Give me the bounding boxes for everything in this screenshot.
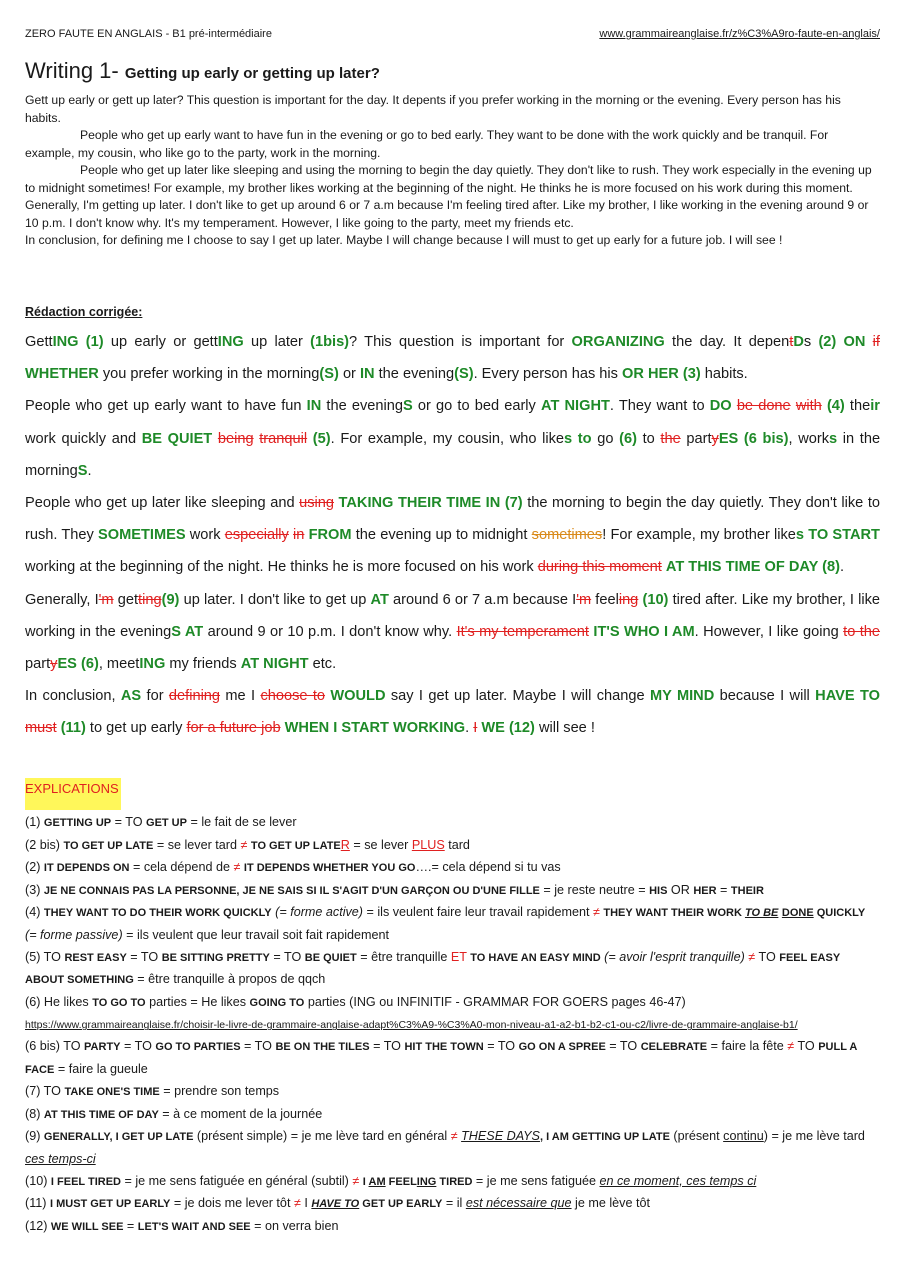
text-segment: PLUS <box>411 837 445 852</box>
original-paragraph: People who get up early want to have fun in the evening or go to bed early. They want to be done with the work quickly and be tranquil. For example, my cousin, who like go to the party, work in the morning. <box>25 128 829 160</box>
text-segment: FEEL EASY ABOUT SOMETHING <box>25 951 840 987</box>
text-segment: = je reste neutre = <box>539 882 650 897</box>
text-segment: THEIR <box>730 884 764 897</box>
text-segment: IT DEPENDS ON <box>43 862 130 875</box>
text-segment: I <box>300 1196 312 1211</box>
correction-insert: ES (6 bis) <box>718 430 789 447</box>
correction-insert: ir <box>870 398 880 415</box>
text-segment: = TO <box>111 815 147 829</box>
text-segment: CELEBRATE <box>640 1040 708 1053</box>
text-segment: , work <box>788 430 830 447</box>
corrected-paragraph <box>25 487 880 584</box>
text-segment: (1) <box>25 815 44 829</box>
text-segment: parties = He likes <box>145 994 250 1009</box>
text-segment: GO TO PARTIES <box>155 1040 241 1053</box>
text-segment: part <box>680 430 712 447</box>
text-segment: = on verra bien <box>250 1218 339 1233</box>
text-segment: parties (ING ou INFINITIF - GRAMMAR FOR GOERS pages 46-47) <box>304 994 686 1009</box>
correction-insert: (S) <box>319 366 339 383</box>
text-segment: OR <box>667 882 694 897</box>
text-segment: HIS <box>649 884 668 897</box>
text-segment: around 9 or 10 p.m. I don't know why. <box>203 623 457 640</box>
explication-item <box>25 880 880 903</box>
explications-list <box>25 812 880 1238</box>
text-segment: I MUST GET UP EARLY <box>49 1198 171 1211</box>
correction-insert: AT NIGHT <box>541 398 610 415</box>
correction-insert: s <box>564 430 573 447</box>
text-segment: . However, I like going <box>694 623 844 640</box>
text-segment: to <box>636 430 661 447</box>
text-segment: to get up early <box>85 720 187 737</box>
text-segment: my friends <box>165 656 241 673</box>
text-segment: ≠ <box>787 1038 795 1053</box>
text-segment: (= forme passive) <box>25 927 123 942</box>
text-segment: . <box>87 462 92 479</box>
correction-insert: s <box>829 430 838 447</box>
text-segment: GENERALLY, I GET UP LATE <box>43 1131 194 1144</box>
corrected-paragraph <box>25 680 880 744</box>
text-segment: TIRED <box>436 1175 473 1188</box>
text-segment: the evening <box>374 366 455 383</box>
explication-item <box>25 902 880 946</box>
text-segment: en ce moment, ces temps ci <box>599 1173 757 1188</box>
text-segment: DONE <box>781 907 814 920</box>
text-segment: = le fait de se lever <box>186 815 297 829</box>
text-segment: ? This question is important for <box>349 334 572 350</box>
correction-deletion: I <box>473 720 478 737</box>
original-text <box>25 92 880 250</box>
correction-insert: (5) <box>312 430 331 447</box>
correction-deletion: choose to <box>260 688 326 705</box>
text-segment: will see ! <box>534 720 595 737</box>
correction-insert: (10) <box>642 591 669 608</box>
explication-item <box>25 947 880 992</box>
text-segment: Generally, I <box>25 591 99 608</box>
text-segment: (6) He likes <box>25 994 93 1009</box>
text-segment: ING <box>416 1175 437 1188</box>
correction-deletion: using <box>299 495 334 512</box>
text-segment: ≠ <box>233 860 241 875</box>
text-segment: = je dois me lever tôt <box>170 1196 294 1211</box>
correction-insert: S <box>402 398 413 415</box>
text-segment: (4) <box>25 905 44 920</box>
text-segment: = TO <box>240 1038 276 1053</box>
text-segment: . For example, my cousin, who like <box>330 430 565 447</box>
correction-deletion: t <box>789 334 794 350</box>
text-segment: = TO <box>605 1038 641 1053</box>
text-segment: feel <box>591 591 619 608</box>
text-segment: People who get up early want to have fun <box>25 398 307 415</box>
corrected-text <box>25 326 880 745</box>
correction-insert: (9) <box>161 591 180 608</box>
text-segment: = TO <box>483 1038 519 1053</box>
correction-insert: ING <box>217 334 244 350</box>
correction-insert: ING (1) <box>52 334 104 350</box>
text-segment: = se lever <box>349 837 412 852</box>
header-course-title: ZERO FAUTE EN ANGLAIS - B1 pré-intermédiaire <box>25 28 272 40</box>
correction-deletion: 'm <box>98 591 114 608</box>
text-segment: = être tranquille à propos de qqch <box>133 972 326 987</box>
text-segment: up early or gett <box>103 334 218 350</box>
title-main: Writing 1- <box>25 58 125 83</box>
text-segment: the evening <box>321 398 403 415</box>
text-segment: TO <box>794 1038 819 1053</box>
text-segment: = faire la fête <box>707 1038 788 1053</box>
text-segment: People who get up later like sleeping and <box>25 495 300 512</box>
text-segment: = être tranquille <box>356 949 451 964</box>
original-paragraph: People who get up later like sleeping and using the morning to begin the day quietly. They don't like to rush. They work especially in the evening up to midnight sometimes! For example, my brother likes working at the beginning of the night. He thinks he is more focused on his work during this moment. <box>25 163 872 195</box>
text-segment: . Every person has his <box>473 366 623 383</box>
text-segment: or go to bed early <box>412 398 541 415</box>
correction-insert: TAKING THEIR TIME IN (7) <box>338 495 523 512</box>
writing-title <box>25 58 380 84</box>
text-segment: = ils veulent faire leur travail rapidement <box>363 905 593 920</box>
text-segment: BE QUIET <box>304 951 357 964</box>
text-segment: REST EASY <box>64 951 127 964</box>
explication-item <box>25 812 880 835</box>
text-segment: In conclusion, <box>25 688 121 705</box>
text-segment: s <box>803 334 819 350</box>
text-segment: I <box>362 1175 369 1188</box>
text-segment: TO GET UP LATE <box>250 839 341 852</box>
text-segment: up later <box>243 334 311 350</box>
correction-insert: to <box>577 430 592 447</box>
text-segment: work <box>185 527 225 544</box>
original-paragraph: In conclusion, for defining me I choose to say I get up later. Maybe I will change because I will must to get up early for a future job. I will see ! <box>25 233 783 247</box>
correction-insert: WHEN I START WORKING <box>284 720 466 737</box>
text-segment: = se lever tard <box>153 837 241 852</box>
text-segment: = TO <box>269 949 305 964</box>
correction-insert: DO <box>709 398 732 415</box>
explication-item <box>25 992 880 1015</box>
text-segment: (10) <box>25 1173 51 1188</box>
explication-item <box>25 1171 880 1194</box>
text-segment: HER <box>693 884 717 897</box>
text-segment: PULL A FACE <box>25 1040 857 1076</box>
correction-deletion: with <box>795 398 822 415</box>
text-segment: tired after. Like my brother, I like working in the evening <box>25 591 881 640</box>
text-segment: (3) <box>25 882 44 897</box>
text-segment: habits. <box>700 366 748 383</box>
correction-insert: WE (12) <box>481 720 535 737</box>
text-segment: HIT THE TOWN <box>404 1040 484 1053</box>
text-segment: up later. I don't like to get up <box>179 591 371 608</box>
text-segment: TO HAVE AN EASY MIND <box>470 951 601 964</box>
text-segment: the morning to begin the day quietly. They don't like to rush. They <box>25 495 880 544</box>
text-segment: (11) <box>25 1196 50 1211</box>
text-segment: go <box>591 430 620 447</box>
text-segment: (5) TO <box>25 949 65 964</box>
correction-insert: WHETHER <box>25 366 99 383</box>
text-segment: Gett <box>25 334 53 350</box>
text-segment: THESE DAYS <box>461 1129 540 1144</box>
text-segment: , meet <box>98 656 140 673</box>
text-segment: LET'S WAIT AND SEE <box>137 1220 251 1233</box>
text-segment: TO GO TO <box>92 996 146 1009</box>
text-segment: GET UP EARLY <box>359 1198 443 1211</box>
text-segment: GET UP <box>146 817 187 829</box>
text-segment: ≠ <box>450 1129 458 1144</box>
text-segment: = ils veulent que leur travail soit fait rapidement <box>122 927 389 942</box>
correction-deletion: ing <box>618 591 639 608</box>
text-segment: (2) <box>25 860 44 875</box>
explication-item <box>25 1193 880 1216</box>
text-segment: me I <box>220 688 261 705</box>
text-segment: (2 bis) <box>25 837 64 852</box>
text-segment: = je me sens fatiguée <box>472 1173 600 1188</box>
correction-deletion: to the <box>843 623 881 640</box>
text-segment: or <box>338 366 360 383</box>
correction-insert: AS <box>120 688 142 705</box>
text-segment: you prefer working in the morning <box>98 366 320 383</box>
explication-item <box>25 1014 880 1036</box>
correction-deletion: y <box>711 430 719 447</box>
text-segment: ET <box>450 949 467 964</box>
explication-item <box>25 1036 880 1081</box>
text-segment: THEY WANT TO DO THEIR WORK QUICKLY <box>43 907 272 920</box>
text-segment: QUICKLY <box>813 907 866 920</box>
header-url-link[interactable]: www.grammaireanglaise.fr/z%C3%A9ro-faute-en-anglais/ <box>599 28 880 40</box>
correction-deletion: during this moment <box>537 559 662 576</box>
text-segment: = TO <box>369 1038 405 1053</box>
text-segment: AM <box>368 1175 386 1188</box>
correction-insert: WOULD <box>330 688 386 705</box>
correction-insert: SOMETIMES <box>98 527 186 544</box>
correction-insert: IT'S WHO I AM <box>593 623 695 640</box>
explication-item <box>25 1081 880 1104</box>
text-segment: (8) <box>25 1106 44 1121</box>
correction-deletion: sometimes <box>531 527 603 544</box>
correction-insert: AT NIGHT <box>240 656 309 673</box>
text-segment: BE ON THE TILES <box>275 1040 370 1053</box>
correction-deletion: being <box>217 430 254 447</box>
text-segment: (9) <box>25 1129 44 1144</box>
correction-deletion: 'm <box>576 591 592 608</box>
text-segment: (présent <box>669 1129 724 1144</box>
explication-item <box>25 1104 880 1127</box>
text-segment: HAVE TO <box>311 1198 360 1211</box>
correction-insert: ORGANIZING <box>571 334 665 350</box>
text-segment: ….= cela dépend si tu vas <box>415 860 561 875</box>
reference-link[interactable]: https://www.grammaireanglaise.fr/choisir-le-livre-de-grammaire-anglaise-adapt%C3%A9-%C3%A0-mon-niveau-a1-a2-b1-b2-c1-ou-c2/livre-de-grammaire-anglaise-b1/ <box>25 1019 798 1032</box>
text-segment: . <box>465 720 474 737</box>
correction-insert: IN <box>306 398 322 415</box>
correction-insert: AT <box>370 591 389 608</box>
text-segment: get <box>113 591 139 608</box>
explication-item <box>25 835 880 858</box>
text-segment: = <box>123 1218 138 1233</box>
text-segment: the day. It depen <box>664 334 790 350</box>
correction-deletion: be done <box>736 398 791 415</box>
text-segment: THEY WANT THEIR WORK <box>603 907 745 920</box>
correction-insert: S <box>77 462 88 479</box>
text-segment: = cela dépend de <box>129 860 234 875</box>
text-segment: IT DEPENDS WHETHER YOU GO <box>243 862 416 875</box>
text-segment: ) = je me lève tard <box>763 1129 865 1144</box>
text-segment: the <box>844 398 871 415</box>
text-segment: ! For example, my brother like <box>602 527 796 544</box>
correction-deletion: ting <box>138 591 162 608</box>
text-segment: GOING TO <box>249 996 305 1009</box>
text-segment: FEEL <box>385 1175 417 1188</box>
corrected-paragraph <box>25 584 880 681</box>
text-segment: I FEEL TIRED <box>50 1175 121 1188</box>
correction-insert: ES (6) <box>57 656 99 673</box>
explication-item <box>25 857 880 880</box>
text-segment: . <box>839 559 844 576</box>
corrected-paragraph <box>25 390 880 487</box>
correction-insert: ING <box>139 656 166 673</box>
text-segment: ≠ <box>240 837 248 852</box>
text-segment: = je me sens fatiguée en général (subtil) <box>121 1173 353 1188</box>
correction-insert: S AT <box>171 623 204 640</box>
text-segment: R <box>340 837 350 852</box>
text-segment: tard <box>444 837 470 852</box>
correction-deletion: defining <box>168 688 221 705</box>
correction-insert: s TO START <box>795 527 880 544</box>
text-segment: in the morning <box>25 430 881 479</box>
text-segment: etc. <box>308 656 337 673</box>
text-segment: = à ce moment de la journée <box>158 1106 323 1121</box>
correction-insert: HAVE TO <box>815 688 880 705</box>
correction-insert: (6) <box>619 430 637 447</box>
correction-deletion: It's my temperament <box>456 623 589 640</box>
text-segment: around 6 or 7 a.m because I <box>388 591 577 608</box>
correction-deletion: in <box>293 527 305 544</box>
correction-deletion: if <box>872 334 880 350</box>
correction-insert: BE QUIET <box>141 430 213 447</box>
text-segment: the evening up to midnight <box>351 527 532 544</box>
original-paragraph: Generally, I'm getting up later. I don't like to get up around 6 or 7 a.m because I'm feeling tired after. Like my brother, I like working in the evening around 9 or 10 p.m. I don't know why. It's my temperament. However, I like going to the party, meet my friends etc. <box>25 198 869 230</box>
correction-insert: AT THIS TIME OF DAY (8) <box>665 559 840 576</box>
correction-insert: MY MIND <box>649 688 715 705</box>
text-segment: ≠ <box>352 1173 360 1188</box>
text-segment: TAKE ONE'S TIME <box>64 1086 160 1099</box>
text-segment: TO <box>755 949 780 964</box>
text-segment: WE WILL SEE <box>50 1220 124 1233</box>
correction-insert: (1bis) <box>310 334 350 350</box>
correction-deletion: must <box>25 720 57 737</box>
text-segment: for <box>141 688 169 705</box>
title-subject: Getting up early or getting up later? <box>124 65 380 82</box>
text-segment: GETTING UP <box>43 817 112 829</box>
text-segment: = TO <box>120 1038 156 1053</box>
explications-heading: EXPLICATIONS <box>25 778 121 810</box>
text-segment: je me lève tôt <box>571 1196 650 1211</box>
text-segment: (présent simple) = je me lève tard en général <box>193 1129 451 1144</box>
text-segment: (= avoir l'esprit tranquille) <box>600 949 745 964</box>
text-segment: AT THIS TIME OF DAY <box>43 1108 159 1121</box>
correction-insert: D <box>793 334 804 350</box>
text-segment: (12) <box>25 1218 51 1233</box>
text-segment: TO GET UP LATE <box>63 839 154 852</box>
text-segment: (= forme active) <box>271 905 363 920</box>
text-segment: est nécessaire que <box>465 1196 572 1211</box>
correction-deletion: tranquil <box>259 430 308 447</box>
text-segment: continu <box>723 1129 764 1144</box>
correction-insert: (11) <box>60 720 86 737</box>
correction-insert: (4) <box>826 398 845 415</box>
explication-item <box>25 1216 880 1239</box>
original-paragraph: Gett up early or gett up later? This question is important for the day. It depents if you prefer working in the morning or the evening. Every person has his habits. <box>25 93 841 125</box>
text-segment: GO ON A SPREE <box>518 1040 606 1053</box>
text-segment: working at the beginning of the night. He thinks he is more focused on his work <box>25 559 538 576</box>
text-segment: = prendre son temps <box>159 1084 280 1099</box>
text-segment: , I AM GETTING UP LATE <box>539 1131 670 1144</box>
text-segment: JE NE CONNAIS PAS LA PERSONNE, JE NE SAIS SI IL S'AGIT D'UN GARÇON OU D'UNE FILLE <box>43 884 540 897</box>
corrected-paragraph <box>25 326 880 390</box>
correction-deletion: the <box>660 430 681 447</box>
text-segment: part <box>25 656 51 673</box>
text-segment: PARTY <box>84 1040 121 1053</box>
text-segment: = TO <box>126 949 162 964</box>
text-segment: = <box>716 882 731 897</box>
text-segment: because I will <box>714 688 816 705</box>
text-segment: say I get up later. Maybe I will change <box>385 688 650 705</box>
correction-insert: (S) <box>454 366 474 383</box>
text-segment: = faire la gueule <box>54 1061 148 1076</box>
text-segment: = il <box>442 1196 466 1211</box>
text-segment: ≠ <box>293 1196 301 1211</box>
explication-item <box>25 1126 880 1170</box>
text-segment: (7) TO <box>25 1084 65 1099</box>
corrected-heading: Rédaction corrigée: <box>25 305 143 319</box>
text-segment: BE SITTING PRETTY <box>161 951 270 964</box>
correction-insert: (2) ON <box>818 334 873 350</box>
text-segment: ≠ <box>592 905 600 920</box>
correction-deletion: especially <box>224 527 289 544</box>
correction-deletion: for a future job <box>186 720 281 737</box>
text-segment: TO BE <box>744 907 779 920</box>
correction-insert: OR HER (3) <box>622 366 701 383</box>
text-segment: work quickly and <box>25 430 142 447</box>
text-segment: (6 bis) TO <box>25 1038 85 1053</box>
text-segment: ces temps-ci <box>25 1151 96 1166</box>
correction-insert: FROM <box>308 527 352 544</box>
correction-insert: IN <box>359 366 375 383</box>
text-segment: ≠ <box>748 949 756 964</box>
correction-deletion: y <box>50 656 58 673</box>
text-segment: . They want to <box>609 398 710 415</box>
